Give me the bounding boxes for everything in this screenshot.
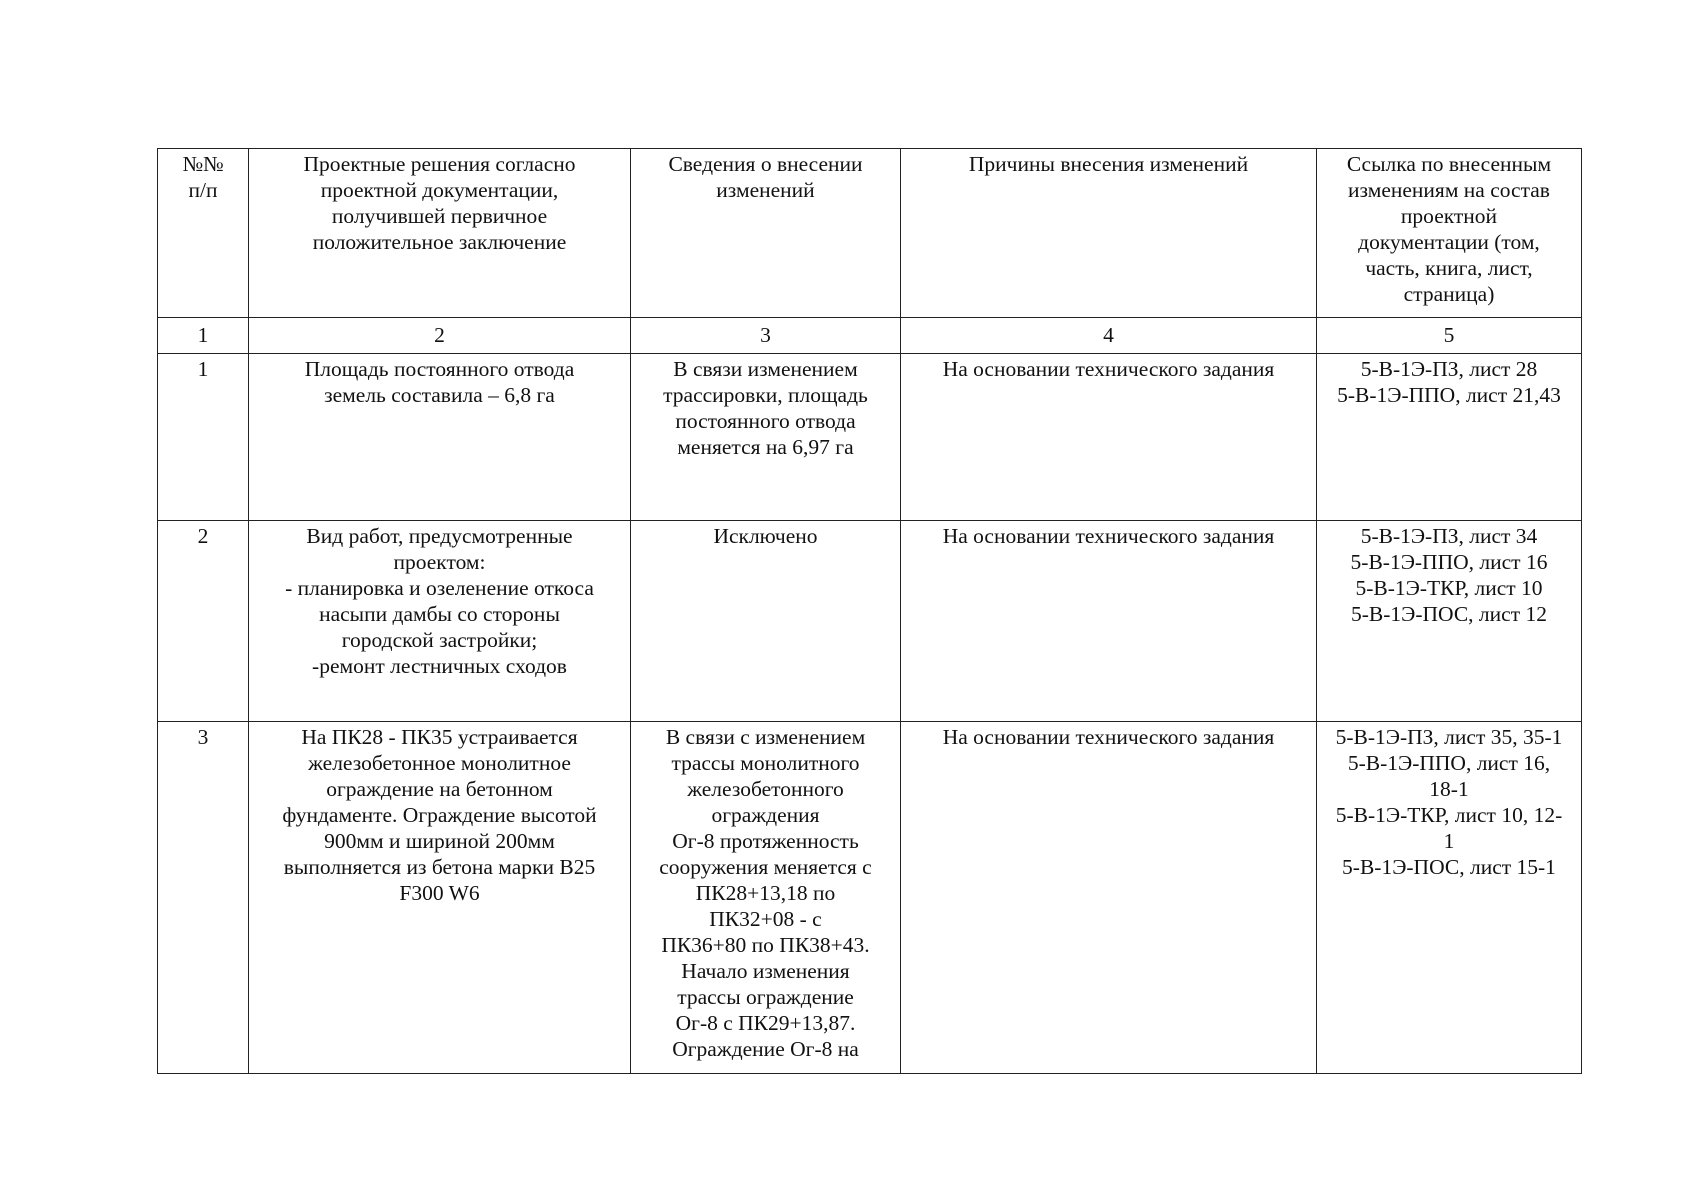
cell-line: На ПК28 - ПК35 устраивается <box>301 725 578 749</box>
row-number: 2 <box>158 521 249 722</box>
cell-line: 1 <box>1443 829 1455 853</box>
header-cell <box>901 149 1317 318</box>
column-number: 4 <box>901 318 1317 354</box>
cell-line: городской застройки; <box>341 628 538 652</box>
cell-line: 5-В-1Э-ПЗ, лист 34 <box>1360 524 1538 548</box>
header-row <box>158 149 1582 318</box>
column-number: 1 <box>158 318 249 354</box>
table-row <box>158 521 1582 722</box>
cell-line: изменений <box>716 178 815 202</box>
cell-line: F300 W6 <box>399 881 480 905</box>
cell-line: Ссылка по внесенным <box>1346 152 1552 176</box>
column-number: 5 <box>1317 318 1582 354</box>
cell-line: - планировка и озеленение откоса <box>285 576 594 600</box>
header-cell <box>158 149 249 318</box>
refs-cell <box>1317 521 1582 722</box>
cell-line: Проектные решения согласно <box>303 152 576 176</box>
cell-line: сооружения меняется с <box>659 855 872 879</box>
cell-line: На основании технического задания <box>942 524 1275 548</box>
refs-cell <box>1317 722 1582 1074</box>
cell-line: документации (том, <box>1358 230 1540 254</box>
decision-cell <box>249 521 631 722</box>
cell-line: изменениям на состав <box>1348 178 1550 202</box>
reason-cell <box>901 722 1317 1074</box>
cell-line: В связи с изменением <box>665 725 866 749</box>
decision-cell <box>249 354 631 521</box>
cell-line: выполняется из бетона марки В25 <box>283 855 596 879</box>
cell-line: 900мм и шириной 200мм <box>324 829 555 853</box>
cell-line: Ограждение Ог-8 на <box>672 1037 859 1061</box>
cell-line: 5-В-1Э-ТКР, лист 10 <box>1355 576 1543 600</box>
cell-line: насыпи дамбы со стороны <box>319 602 560 626</box>
cell-line: ограждения <box>711 803 820 827</box>
cell-line: 5-В-1Э-ПЗ, лист 28 <box>1360 357 1538 381</box>
header-cell <box>1317 149 1582 318</box>
cell-line: земель составила – 6,8 га <box>324 383 555 407</box>
changes-table <box>157 148 1582 1074</box>
cell-line: железобетонного <box>687 777 844 801</box>
row-number: 1 <box>158 354 249 521</box>
column-number: 2 <box>249 318 631 354</box>
cell-line: Причины внесения изменений <box>968 152 1249 176</box>
cell-line: ПК32+08 - с <box>709 907 822 931</box>
cell-line: Начало изменения <box>681 959 850 983</box>
cell-line: 18-1 <box>1429 777 1469 801</box>
cell-line: В связи изменением <box>673 357 858 381</box>
changes-cell <box>631 521 901 722</box>
cell-line: проектной <box>1400 204 1498 228</box>
cell-line: ПК28+13,18 по <box>695 881 836 905</box>
cell-line: получившей первичное <box>331 204 548 228</box>
cell-line: Ог-8 с ПК29+13,87. <box>675 1011 856 1035</box>
refs-cell <box>1317 354 1582 521</box>
cell-line: Вид работ, предусмотренные <box>306 524 573 548</box>
decision-cell <box>249 722 631 1074</box>
reason-cell <box>901 354 1317 521</box>
cell-line: На основании технического задания <box>942 725 1275 749</box>
cell-line: железобетонное монолитное <box>308 751 571 775</box>
cell-line: На основании технического задания <box>942 357 1275 381</box>
reason-cell <box>901 521 1317 722</box>
cell-line: часть, книга, лист, <box>1365 256 1533 280</box>
cell-line: №№ <box>182 152 224 176</box>
cell-line: п/п <box>188 178 218 202</box>
cell-line: меняется на 6,97 га <box>677 435 854 459</box>
cell-line: постоянного отвода <box>675 409 856 433</box>
cell-line: страница) <box>1403 282 1495 306</box>
cell-line: Исключено <box>713 524 818 548</box>
cell-line: трассы монолитного <box>671 751 860 775</box>
cell-line: положительное заключение <box>312 230 567 254</box>
column-number: 3 <box>631 318 901 354</box>
cell-line: проектной документации, <box>320 178 559 202</box>
cell-line: 5-В-1Э-ПОС, лист 15-1 <box>1342 855 1556 879</box>
table-row <box>158 354 1582 521</box>
table-row <box>158 722 1582 1074</box>
column-number-row <box>158 318 1582 354</box>
cell-line: 5-В-1Э-ППО, лист 21,43 <box>1337 383 1561 407</box>
changes-cell <box>631 722 901 1074</box>
cell-line: Ог-8 протяженность <box>672 829 859 853</box>
cell-line: трассы ограждение <box>677 985 854 1009</box>
header-cell <box>631 149 901 318</box>
cell-line: проектом: <box>393 550 486 574</box>
cell-line: ограждение на бетонном <box>326 777 553 801</box>
cell-line: 5-В-1Э-ППО, лист 16 <box>1350 550 1548 574</box>
cell-line: Сведения о внесении <box>668 152 863 176</box>
cell-line: Площадь постоянного отвода <box>304 357 575 381</box>
cell-line: 5-В-1Э-ППО, лист 16, <box>1347 751 1551 775</box>
cell-line: 5-В-1Э-ПЗ, лист 35, 35-1 <box>1335 725 1563 749</box>
cell-line: -ремонт лестничных сходов <box>312 654 567 678</box>
cell-line: ПК36+80 по ПК38+43. <box>661 933 870 957</box>
row-number: 3 <box>158 722 249 1074</box>
cell-line: 5-В-1Э-ТКР, лист 10, 12- <box>1335 803 1563 827</box>
header-cell <box>249 149 631 318</box>
cell-line: 5-В-1Э-ПОС, лист 12 <box>1351 602 1547 626</box>
cell-line: трассировки, площадь <box>663 383 868 407</box>
cell-line: фундаменте. Ограждение высотой <box>282 803 597 827</box>
changes-cell <box>631 354 901 521</box>
